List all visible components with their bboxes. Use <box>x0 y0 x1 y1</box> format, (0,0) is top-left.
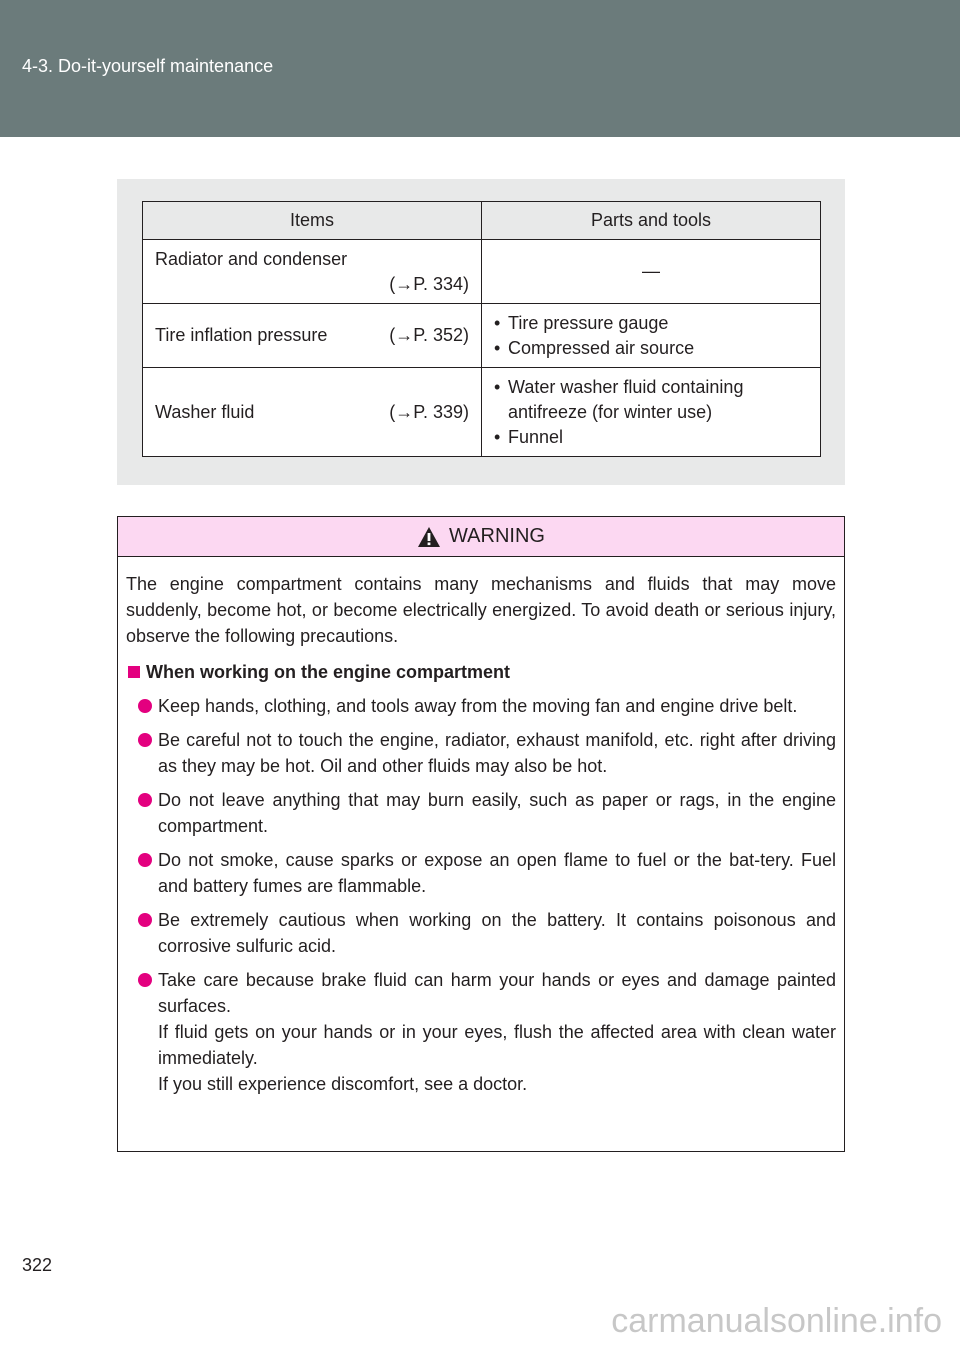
tools-cell: • Tire pressure gauge • Compressed air source <box>482 304 821 368</box>
bullet-text: Be extremely cautious when working on the battery. It contains poisonous and corrosive sulfuric acid. <box>158 910 836 956</box>
tools-cell: • Water washer fluid containing antifreeze (for winter use) • Funnel <box>482 368 821 457</box>
warning-subheading <box>126 659 836 685</box>
item-cell <box>143 240 482 304</box>
page-header <box>0 0 960 137</box>
warning-intro: The engine compartment contains many mechanisms and fluids that may move suddenly, become hot, or become electrically energized. To avoid death or serious injury, observe the following precautions. <box>126 574 836 646</box>
tools-cell <box>482 240 821 304</box>
tool-item: Water washer fluid containing antifreeze (for winter use) <box>508 376 744 422</box>
warning-bullet <box>138 847 836 899</box>
page-ref: (→P. 334) <box>389 273 469 294</box>
warning-header <box>118 517 844 557</box>
tool-item: Funnel <box>508 426 564 447</box>
circle-bullet-icon <box>138 699 152 713</box>
warning-bullet <box>138 907 836 959</box>
warning-bullet <box>138 693 836 719</box>
bullet-text: Keep hands, clothing, and tools away from the moving fan and engine drive belt. <box>158 696 798 716</box>
item-name: Tire inflation pressure <box>155 325 328 345</box>
item-name: Washer fluid <box>155 401 255 422</box>
warning-bullet <box>138 727 836 779</box>
item-cell <box>143 304 482 368</box>
warning-bullet <box>138 967 836 1097</box>
circle-bullet-icon <box>138 793 152 807</box>
bullet-text: Do not leave anything that may burn easily, such as paper or rags, in the engine compartment. <box>158 790 836 836</box>
bullet-text: If fluid gets on your hands or in your eyes, flush the affected area with clean water immediately. <box>158 1022 836 1068</box>
tool-none: — <box>642 261 660 281</box>
circle-bullet-icon <box>138 853 152 867</box>
table-row <box>143 304 821 368</box>
bullet-text: If you still experience discomfort, see a doctor. <box>158 1074 528 1094</box>
warning-body <box>118 557 844 1097</box>
page-ref: (→P. 352) <box>389 325 469 345</box>
table-row <box>143 368 821 457</box>
table-row <box>143 240 821 304</box>
watermark: carmanualsonline.info <box>611 1302 942 1340</box>
section-title: 4-3. Do-it-yourself maintenance <box>22 56 274 76</box>
circle-bullet-icon <box>138 733 152 747</box>
tool-item: Compressed air source <box>508 337 695 358</box>
page-ref: (→P. 339) <box>389 401 469 422</box>
tool-item: Tire pressure gauge <box>508 312 669 333</box>
circle-bullet-icon <box>138 913 152 927</box>
bullet-text: Do not smoke, cause sparks or expose an open flame to fuel or the bat-tery. Fuel and battery fumes are flammable. <box>158 850 836 896</box>
warning-triangle-icon <box>417 526 441 548</box>
item-cell <box>143 368 482 457</box>
warning-box <box>117 516 845 1152</box>
subheading-text: When working on the engine compartment <box>146 662 511 682</box>
warning-title: WARNING <box>449 525 545 547</box>
circle-bullet-icon <box>138 973 152 987</box>
bullet-text: Be careful not to touch the engine, radiator, exhaust manifold, etc. right after driving as they may be hot. Oil and other fluids may also be hot. <box>158 730 836 776</box>
column-header-parts: Parts and tools <box>482 202 821 240</box>
warning-bullet <box>138 787 836 839</box>
bullet-text: Take care because brake fluid can harm your hands or eyes and damage painted surfaces. <box>158 970 836 1016</box>
square-bullet-icon <box>128 666 140 678</box>
item-name: Radiator and condenser <box>155 248 348 269</box>
table-header-row <box>143 202 821 240</box>
page-number: 322 <box>22 1255 53 1275</box>
column-header-items: Items <box>143 202 482 240</box>
items-table <box>142 201 821 457</box>
